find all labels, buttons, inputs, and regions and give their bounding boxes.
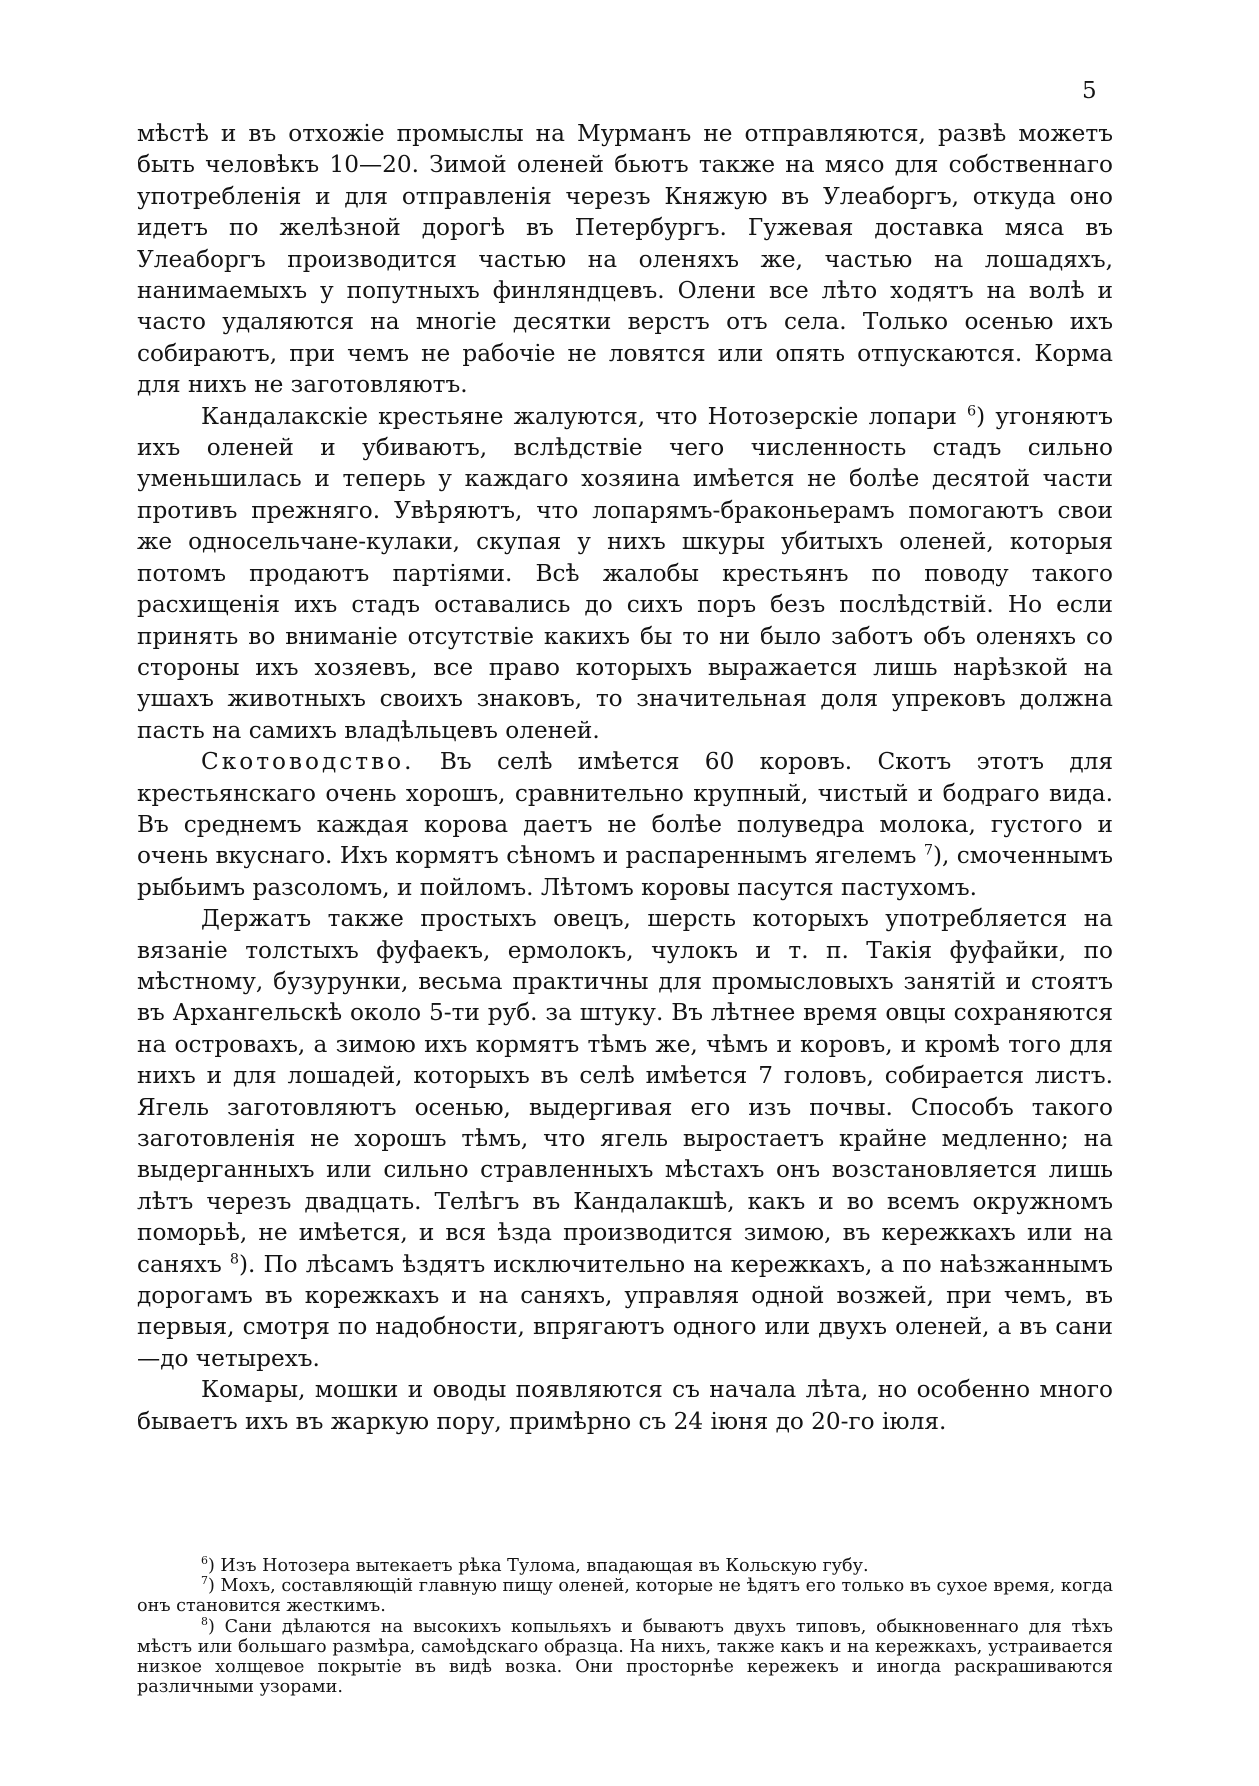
page-number: 5 xyxy=(1082,78,1097,104)
paragraph-cattle xyxy=(137,746,1113,903)
footnote-ref-8: 8 xyxy=(229,1250,239,1267)
footnote-text: ) Мохъ, составляющій главную пищу оленей, которые не ѣдятъ его только въ сухое время, когда онъ становится жесткимъ. xyxy=(137,1576,1113,1617)
paragraph-sheep xyxy=(137,903,1113,1374)
footnotes xyxy=(137,1556,1113,1697)
paragraph-text: ), смоченнымъ рыбьимъ разсоломъ, и пойломъ. Лѣтомъ коровы пасутся пастухомъ. xyxy=(137,842,1113,901)
footnote-mark: 8 xyxy=(201,1614,208,1628)
paragraph-text: ) угоняютъ ихъ оленей и убиваютъ, вслѣдствіе чего численность стадъ сильно уменьшилась и теперь у каждаго хозяина имѣется не болѣе десятой части противъ прежняго. Увѣряютъ, что лопарямъ-браконьерамъ помогаютъ свои же односельчане-кулаки, скупая у нихъ шкуры убитыхъ оленей, которыя потомъ продаютъ партіями. Всѣ жалобы крестьянъ по поводу такого расхищенія ихъ стадъ оставались до сихъ поръ безъ послѣдствій. Но если принять во вниманіе отсутствіе какихъ бы то ни было заботъ объ оленяхъ со стороны ихъ хозяевъ, все право которыхъ выражается лишь нарѣзкой на ушахъ животныхъ своихъ знаковъ, то значительная доля упрековъ должна пасть на самихъ владѣльцевъ оленей. xyxy=(137,402,1113,744)
paragraph-insects: Комары, мошки и оводы появляются съ начала лѣта, но особенно много бываетъ ихъ въ жаркую пору, примѣрно съ 24 іюня до 20-го іюля. xyxy=(137,1376,1113,1435)
paragraph-poachers xyxy=(137,401,1113,746)
body-text xyxy=(137,118,1113,1437)
footnote-6 xyxy=(137,1556,1113,1576)
paragraph-continued: мѣстѣ и въ отхожіе промыслы на Мурманъ не отправляются, развѣ можетъ быть человѣкъ 10—20. Зимой оленей бьютъ также на мясо для собственнаго употребленія и для отправленія черезъ Княжую въ Улеаборгъ, откуда оно идетъ по желѣзной дорогѣ въ Петербургъ. Гужевая доставка мяса въ Улеаборгъ производится частью на оленяхъ же, частью на лошадяхъ, нанимаемыхъ у попутныхъ финляндцевъ. Олени все лѣто ходятъ на волѣ и часто удаляются на многіе десятки верстъ отъ села. Только осенью ихъ собираютъ, при чемъ не рабочіе не ловятся или опять отпускаются. Корма для нихъ не заготовляютъ. xyxy=(137,120,1113,399)
paragraph-text: Держатъ также простыхъ овецъ, шерсть которыхъ употребляется на вязаніе толстыхъ фуфаекъ, ермолокъ, чулокъ и т. п. Такія фуфайки, по мѣстному, бузурунки, весьма практичны для промысловыхъ занятій и стоятъ въ Архангельскѣ около 5-ти руб. за штуку. Въ лѣтнее время овцы сохраняются на островахъ, а зимою ихъ кормятъ тѣмъ же, чѣмъ и коровъ, и кромѣ того для нихъ и для лошадей, которыхъ въ селѣ имѣется 7 головъ, собирается листъ. Ягель заготовляютъ осенью, выдергивая его изъ почвы. Способъ такого заготовленія не хорошъ тѣмъ, что ягель выростаетъ крайне медленно; на выдерганныхъ или сильно стравленныхъ мѣстахъ онъ возстановляется лишь лѣтъ черезъ двадцать. Телѣгъ въ Кандалакшѣ, какъ и во всемъ окружномъ поморьѣ, не имѣется, и вся ѣзда производится зимою, въ кережкахъ или на саняхъ xyxy=(137,905,1113,1278)
paragraph-text: Кандалакскіе крестьяне жалуются, что Нотозерскіе лопари xyxy=(201,402,968,430)
footnote-8 xyxy=(137,1614,1113,1698)
footnote-text: ) Сани дѣлаются на высокихъ копыльяхъ и бываютъ двухъ типовъ, обыкновеннаго для тѣхъ мѣстъ или большаго размѣра, самоѣдскаго образца. На нихъ, также какъ и на кережкахъ, устраивается низкое холщевое покрытіе въ видѣ возка. Они просторнѣе керeжекъ и иногда раскрашиваются различными узорами. xyxy=(137,1616,1113,1698)
paragraph-text: Въ селѣ имѣется 60 коровъ. Скотъ этотъ для крестьянскаго очень хорошъ, сравнительно крупный, чистый и бодраго вида. Въ среднемъ каждая корова даетъ не болѣе полуведра молока, густого и очень вкуснаго. Ихъ кормятъ сѣномъ и распареннымъ ягелемъ xyxy=(137,748,1113,870)
footnote-mark: 7 xyxy=(201,1574,208,1588)
section-heading-cattle: Скотоводство. xyxy=(201,748,415,776)
footnote-7 xyxy=(137,1576,1113,1616)
footnote-mark: 6 xyxy=(201,1554,208,1568)
footnote-ref-7: 7 xyxy=(923,842,933,859)
paragraph-text: ). По лѣсамъ ѣздятъ исключительно на кережкахъ, а по наѣзжаннымъ дорогамъ въ корежкахъ и на саняхъ, управляя одной возжей, при чемъ, въ первыя, смотря по надобности, впрягаютъ одного или двухъ оленей, а въ сани—до четырехъ. xyxy=(137,1250,1113,1372)
footnote-text: ) Изъ Нотозера вытекаетъ рѣка Тулома, впадающая въ Кольскую губу. xyxy=(207,1556,869,1576)
footnote-ref-6: 6 xyxy=(967,402,977,419)
